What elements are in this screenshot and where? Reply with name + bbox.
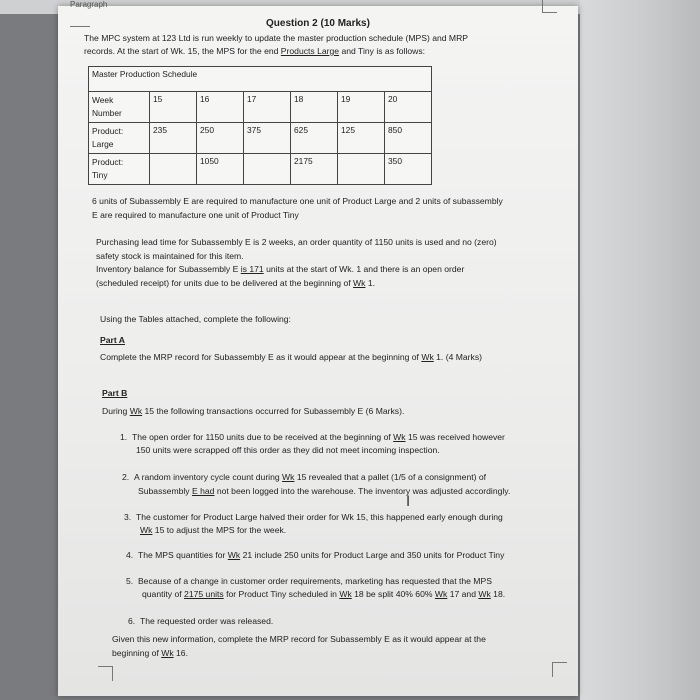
table-cell: 1050 xyxy=(197,154,244,185)
intro-line-2: records. At the start of Wk. 15, the MPS for the end Products Large and Tiny is as follows: xyxy=(84,46,426,56)
table-cell: 18 xyxy=(291,92,338,123)
table-cell: 235 xyxy=(150,123,197,154)
list-item-1-line-2: 150 units were scrapped off this order as they did not meet incoming inspection. xyxy=(136,445,440,455)
part-a-heading: Part A xyxy=(100,335,125,345)
purchasing-line-2: safety stock is maintained for this item. xyxy=(96,251,244,261)
using-tables-text: Using the Tables attached, complete the following: xyxy=(100,314,291,324)
crop-mark-bottom-left xyxy=(98,666,113,681)
mps-table xyxy=(88,66,432,185)
table-cell: 15 xyxy=(150,92,197,123)
list-item-5-line-2: quantity of 2175 units for Product Tiny scheduled in Wk 18 be split 40% 60% Wk 17 and Wk 18. xyxy=(142,589,506,599)
subassembly-line-2: E are required to manufacture one unit of Product Tiny xyxy=(92,210,299,220)
table-cell: 850 xyxy=(385,123,432,154)
table-cell: 375 xyxy=(244,123,291,154)
table-cell: 20 xyxy=(385,92,432,123)
mps-table-caption: Master Production Schedule xyxy=(89,67,432,92)
table-cell xyxy=(244,154,291,185)
list-item-5-line-1: 5. Because of a change in customer order requirements, marketing has requested that the MPS xyxy=(126,576,492,586)
table-row xyxy=(89,92,432,123)
list-item-1-line-1: 1. The open order for 1150 units due to be received at the beginning of Wk 15 was received however xyxy=(120,432,505,442)
table-row xyxy=(89,154,432,185)
intro-line-1: The MPC system at 123 Ltd is run weekly to update the master production schedule (MPS) and MRP xyxy=(84,33,469,43)
table-cell: 125 xyxy=(338,123,385,154)
row-label: Product: Large xyxy=(89,123,150,154)
crop-mark-top-right xyxy=(542,0,557,13)
list-item-4-line-1: 4. The MPS quantities for Wk 21 include 250 units for Product Large and 350 units for Product Tiny xyxy=(126,550,505,560)
part-a-text: Complete the MRP record for Subassembly E as it would appear at the beginning of Wk 1. (4 Marks) xyxy=(100,352,482,362)
list-item-2-line-1: 2. A random inventory cycle count during Wk 15 revealed that a pallet (1/5 of a consignment) of xyxy=(122,472,487,482)
row-label: Product: Tiny xyxy=(89,154,150,185)
table-cell: 625 xyxy=(291,123,338,154)
table-cell xyxy=(338,154,385,185)
purchasing-line-4: (scheduled receipt) for units due to be delivered at the beginning of Wk 1. xyxy=(96,278,376,288)
closing-line-1: Given this new information, complete the MRP record for Subassembly E as it would appear at the xyxy=(112,634,486,644)
table-cell xyxy=(150,154,197,185)
background-right xyxy=(580,0,700,700)
purchasing-line-1: Purchasing lead time for Subassembly E is 2 weeks, an order quantity of 1150 units is used and no (zero) xyxy=(96,237,497,247)
document-page xyxy=(58,0,578,696)
part-b-intro: During Wk 15 the following transactions occurred for Subassembly E (6 Marks). xyxy=(102,406,405,416)
closing-line-2: beginning of Wk 16. xyxy=(112,648,188,658)
table-cell: 17 xyxy=(244,92,291,123)
question-title: Question 2 (10 Marks) xyxy=(266,18,370,29)
crop-mark-bottom-right xyxy=(552,662,567,677)
list-item-6-line-1: 6. The requested order was released. xyxy=(128,616,274,626)
subassembly-line-1: 6 units of Subassembly E are required to manufacture one unit of Product Large and 2 units of subassembly xyxy=(92,196,503,206)
table-row xyxy=(89,123,432,154)
purchasing-line-3: Inventory balance for Subassembly E is 171 units at the start of Wk. 1 and there is an open order xyxy=(96,264,465,274)
part-b-heading: Part B xyxy=(102,388,128,398)
table-cell: 16 xyxy=(197,92,244,123)
list-item-2-line-2: Subassembly E had not been logged into the warehouse. The inventory was adjusted accordingly. xyxy=(138,486,511,496)
row-label: Week Number xyxy=(89,92,150,123)
list-item-3-line-2: Wk 15 to adjust the MPS for the week. xyxy=(140,525,287,535)
table-cell: 19 xyxy=(338,92,385,123)
list-item-3-line-1: 3. The customer for Product Large halved their order for Wk 15, this happened early enough during xyxy=(124,512,503,522)
table-cell: 350 xyxy=(385,154,432,185)
header-fragment: Paragraph xyxy=(70,0,108,9)
table-cell: 250 xyxy=(197,123,244,154)
text-cursor-icon: I xyxy=(406,494,411,510)
table-cell: 2175 xyxy=(291,154,338,185)
